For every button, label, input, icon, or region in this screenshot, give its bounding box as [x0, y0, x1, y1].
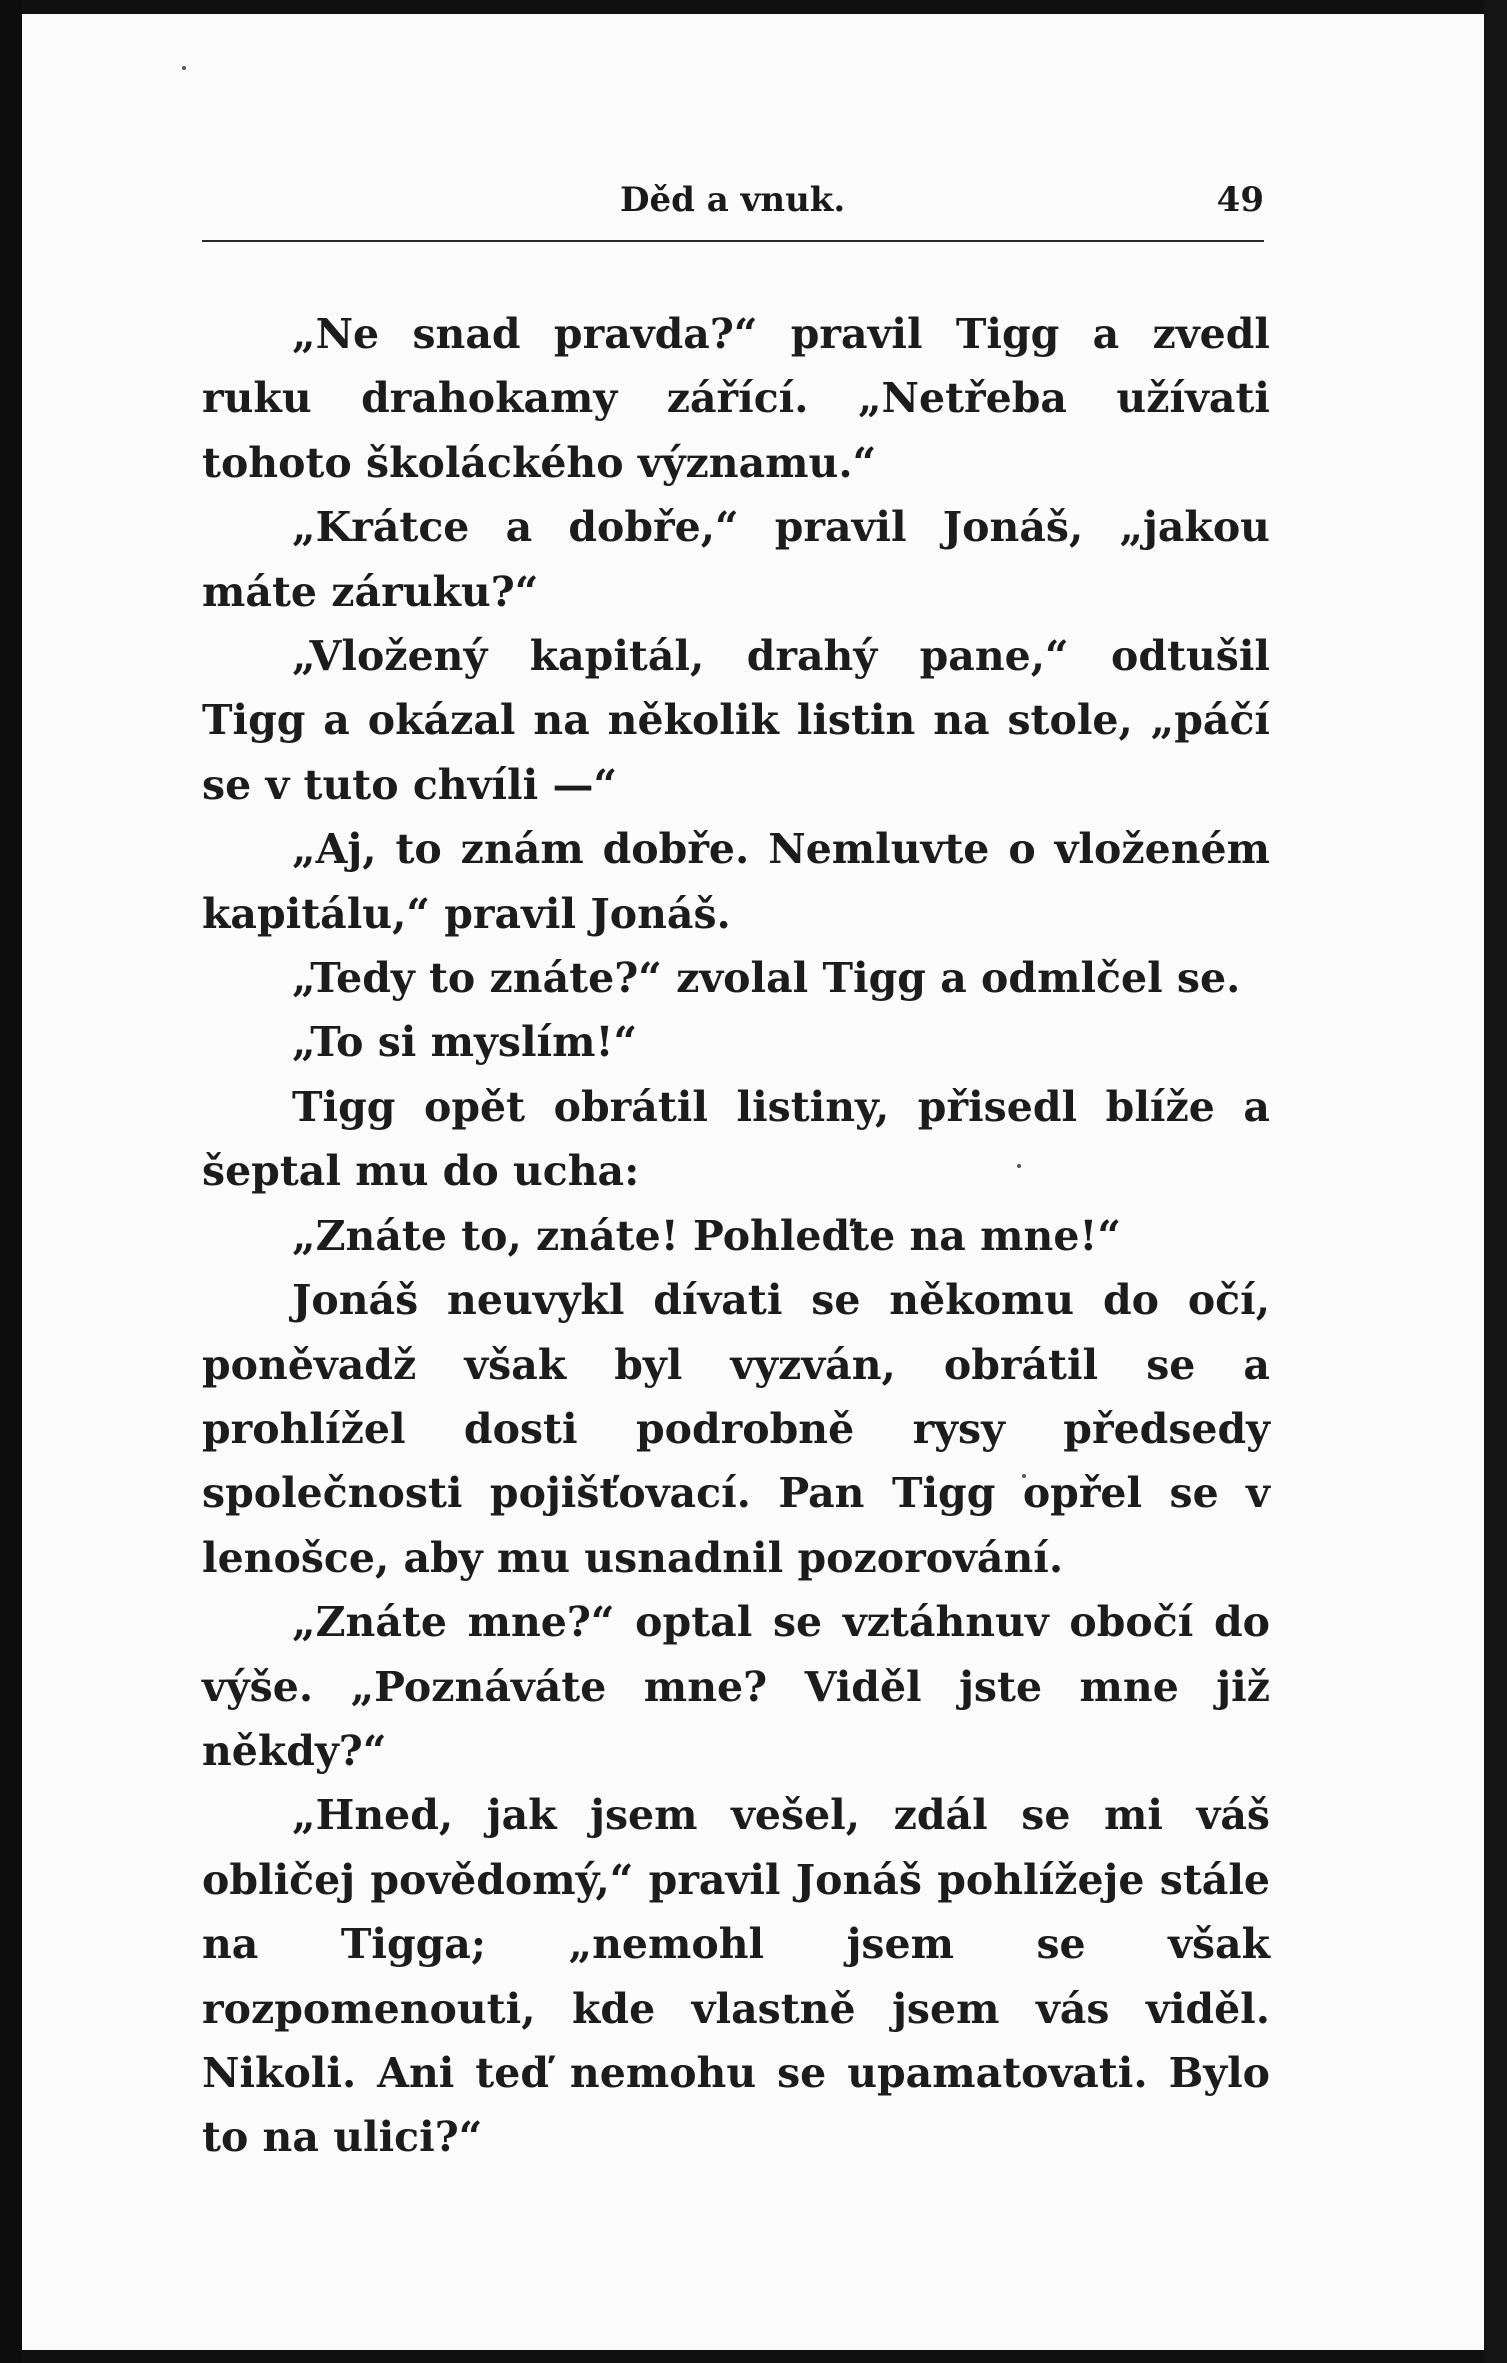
paragraph: „Aj, to znám dobře. Nemluvte o vloženém kapitálu,“ pravil Jonáš. — [202, 825, 1270, 938]
paragraph: „Tedy to znáte?“ zvolal Tigg a odmlčel se. — [292, 954, 1241, 1003]
page-edge-shadow — [1484, 0, 1507, 2363]
running-header — [202, 172, 1264, 232]
paragraph: „Vložený kapitál, drahý pane,“ odtušil Tigg a okázal na několik listin na stole, „páčí se v tuto chvíli —“ — [202, 632, 1270, 809]
running-title: Děd a vnuk. — [620, 180, 846, 220]
paragraph: „Znáte to, znáte! Pohleďte na mne!“ — [292, 1211, 1121, 1260]
paragraph: „To si myslím!“ — [292, 1018, 638, 1067]
paragraph: „Krátce a dobře,“ pravil Jonáš, „jakou máte záruku?“ — [202, 503, 1270, 616]
body-text — [202, 302, 1270, 2170]
paragraph: „Znáte mne?“ optal se vztáhnuv obočí do výše. „Poznáváte mne? Viděl jste mne již někdy?“ — [202, 1598, 1270, 1775]
paragraph: „Hned, jak jsem vešel, zdál se mi váš obličej povědomý,“ pravil Jonáš pohlížeje stále na Tigga; „nemohl jsem se však rozpomenouti, kde vlastně jsem vás viděl. Nikoli. Ani teď nemohu se upamatovati. Bylo to na ulici?“ — [202, 1791, 1270, 2162]
page-number: 49 — [1216, 180, 1264, 220]
header-rule — [202, 240, 1264, 242]
book-spine-shadow — [0, 0, 22, 2363]
paragraph: „Ne snad pravda?“ pravil Tigg a zvedl ruku drahokamy zářící. „Netřeba užívati tohoto školáckého významu.“ — [202, 310, 1270, 487]
paragraph: Jonáš neuvykl dívati se někomu do očí, poněvadž však byl vyzván, obrátil se a prohlížel dosti podrobně rysy předsedy společnosti pojišťovací. Pan Tigg opřel se v lenošce, aby mu usnadnil pozorování. — [202, 1276, 1270, 1582]
paragraph: Tigg opět obrátil listiny, přisedl blíže a šeptal mu do ucha: — [202, 1082, 1270, 1196]
paper-speck — [182, 66, 186, 70]
